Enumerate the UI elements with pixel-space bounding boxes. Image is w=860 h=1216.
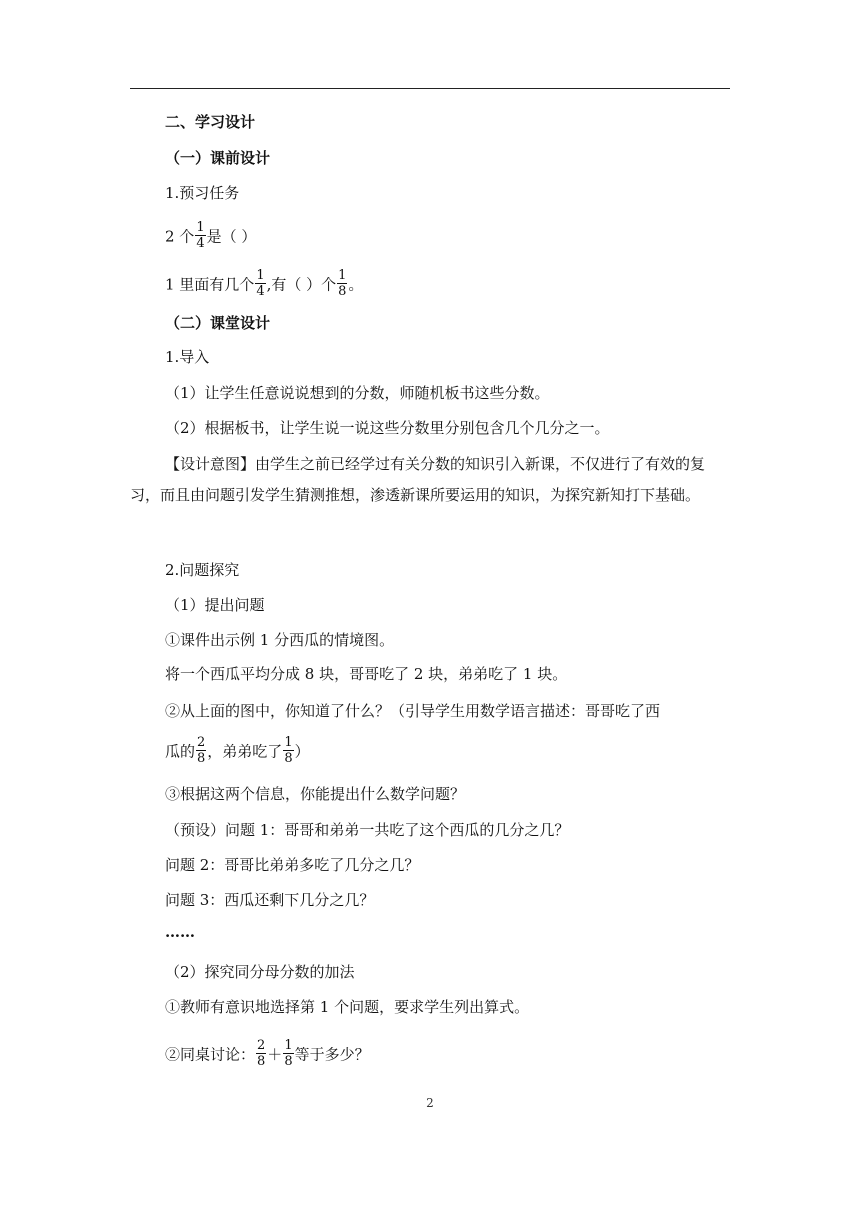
add-step-1: ①教师有意识地选择第 1 个问题，要求学生列出算式。	[165, 998, 530, 1016]
preset-question-2: 问题 2：哥哥比弟弟多吃了几分之几？	[165, 856, 420, 874]
intro-title: 1.导入	[165, 348, 210, 366]
fraction: $\frac{1}{8}$	[338, 268, 347, 299]
ask-step-2-cont: 瓜的 $\frac{2}{8}$ ，弟弟吃了 $\frac{1}{8}$ ）	[165, 735, 310, 766]
fraction: $\frac{1}{8}$	[284, 735, 293, 766]
preview-task-title: 1.预习任务	[165, 184, 240, 202]
fraction: $\frac{1}{4}$	[256, 268, 265, 299]
fraction: $\frac{1}{8}$	[284, 1038, 293, 1069]
preset-question-1: （预设）问题 1：哥哥和弟弟一共吃了这个西瓜的几分之几？	[165, 821, 570, 839]
preview-question-1: 2 个 $\frac{1}{4}$ 是（ ）	[165, 220, 257, 251]
intro-step-2: （2）根据板书，让学生说一说这些分数里分别包含几个几分之一。	[165, 419, 610, 437]
fraction: $\frac{2}{8}$	[197, 735, 206, 766]
ask-step-2: ②从上面的图中，你知道了什么？（引导学生用数学语言描述：哥哥吃了西	[165, 702, 661, 720]
ask-step-1: ①课件出示例 1 分西瓜的情境图。	[165, 631, 395, 649]
ask-step-3: ③根据这两个信息，你能提出什么数学问题？	[165, 785, 466, 803]
fraction: $\frac{1}{4}$	[196, 220, 205, 251]
fraction: $\frac{2}{8}$	[257, 1038, 266, 1069]
subsection-pre-class: （一）课前设计	[165, 149, 271, 167]
design-intent-paragraph: 【设计意图】由学生之前已经学过有关分数的知识引入新课，不仅进行了有效的复习，而且由问题引发学生猜测推想，渗透新课所要运用的知识，为探究新知打下基础。	[130, 455, 706, 504]
header-rule	[130, 88, 730, 89]
section-heading: 二、学习设计	[165, 113, 256, 131]
ellipsis: ……	[165, 923, 195, 941]
explore-title: 2.问题探究	[165, 561, 240, 579]
preview-question-2: 1 里面有几个 $\frac{1}{4}$ ,有（ ）个 $\frac{1}{8}$ 。	[165, 268, 364, 299]
preset-question-3: 问题 3：西瓜还剩下几分之几？	[165, 891, 375, 909]
page-number: 2	[426, 1096, 434, 1110]
ask-step-1-detail: 将一个西瓜平均分成 8 块，哥哥吃了 2 块，弟弟吃了 1 块。	[165, 665, 568, 683]
ask-title: （1）提出问题	[165, 596, 265, 614]
add-title: （2）探究同分母分数的加法	[165, 963, 355, 981]
subsection-in-class: （二）课堂设计	[165, 314, 271, 332]
intro-step-1: （1）让学生任意说说想到的分数，师随机板书这些分数。	[165, 384, 550, 402]
add-step-2: ②同桌讨论： $\frac{2}{8}$ ＋ $\frac{1}{8}$ 等于多少？	[165, 1038, 370, 1069]
